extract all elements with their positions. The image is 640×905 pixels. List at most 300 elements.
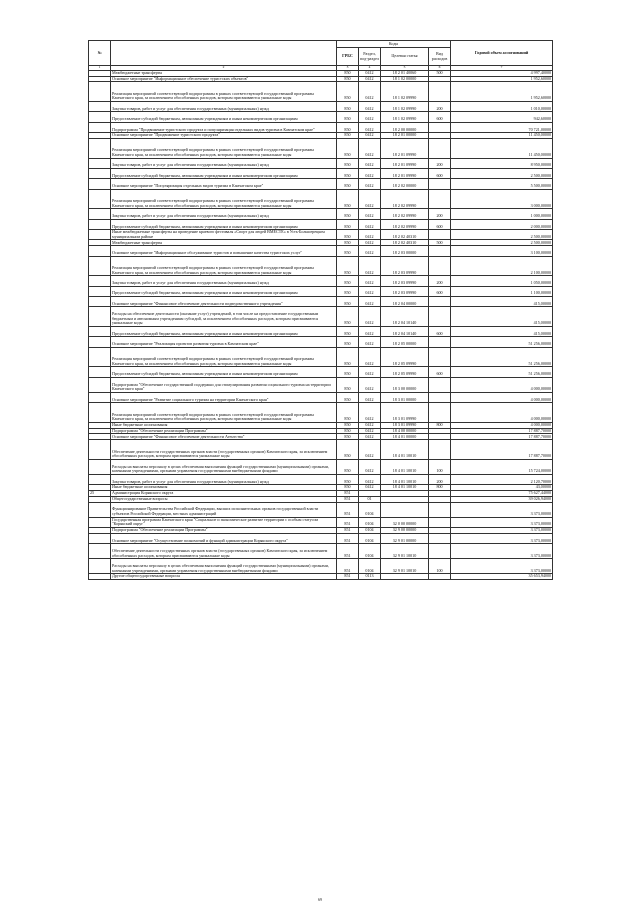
row-target-article: 18 2 02 40310 [381, 240, 429, 246]
row-grbs: 850 [337, 246, 359, 256]
row-number [89, 367, 111, 377]
table-row [89, 189, 553, 209]
row-grbs: 850 [337, 112, 359, 122]
row-grbs: 851 [337, 517, 359, 527]
row-razdel: 0412 [359, 256, 381, 276]
row-expense-type [429, 189, 451, 209]
row-target-article: 18 4 01 10010 [381, 440, 429, 460]
row-amount: 1 010,00000 [451, 101, 553, 111]
row-number [89, 544, 111, 559]
row-name: Функционирование Правительства Российской Федерации, высших исполнительных органов государственной власти субъектов Российской Федерации, местных администраций [111, 502, 337, 517]
col-num-1: 1 [89, 66, 111, 71]
row-razdel: 0412 [359, 101, 381, 111]
row-razdel: 0104 [359, 559, 381, 574]
row-grbs: 850 [337, 377, 359, 392]
row-expense-type: 200 [429, 158, 451, 168]
row-target-article: 18 2 02 00000 [381, 179, 429, 189]
table-row [89, 297, 553, 307]
table-row [89, 337, 553, 347]
row-razdel: 0412 [359, 286, 381, 296]
row-expense-type [429, 246, 451, 256]
row-amount: 51 256,00000 [451, 367, 553, 377]
row-amount: 51 256,00000 [451, 347, 553, 367]
row-razdel: 0412 [359, 138, 381, 158]
row-grbs: 850 [337, 485, 359, 491]
row-target-article [381, 574, 429, 580]
row-number: 25 [89, 490, 111, 496]
row-number [89, 122, 111, 132]
row-amount: 4 997,40000 [451, 70, 553, 76]
row-target-article: 18 2 03 09990 [381, 276, 429, 286]
row-razdel: 0412 [359, 474, 381, 484]
row-number [89, 286, 111, 296]
row-name: Закупка товаров, работ и услуг для обеспечения государственных (муниципальных) нужд [111, 474, 337, 484]
row-expense-type [429, 230, 451, 240]
row-razdel: 0412 [359, 297, 381, 307]
table-row [89, 246, 553, 256]
row-expense-type: 500 [429, 70, 451, 76]
row-number [89, 392, 111, 402]
row-razdel: 0412 [359, 440, 381, 460]
row-expense-type [429, 517, 451, 527]
row-grbs: 850 [337, 440, 359, 460]
row-name: Межбюджетные трансферты [111, 70, 337, 76]
row-expense-type [429, 377, 451, 392]
row-razdel: 0412 [359, 230, 381, 240]
table-row [89, 82, 553, 102]
row-target-article: 18 3 01 09990 [381, 403, 429, 423]
row-razdel: 0412 [359, 189, 381, 209]
row-razdel: 0412 [359, 122, 381, 132]
row-target-article: 18 2 04 10140 [381, 327, 429, 337]
row-grbs: 850 [337, 76, 359, 82]
table-row [89, 544, 553, 559]
row-grbs: 851 [337, 502, 359, 517]
row-grbs: 850 [337, 307, 359, 327]
row-name: Реализация мероприятий соответствующей подпрограммы в рамках соответствующей государственной программы Камчатского края, за исключением обособленных расходов, которым присваиваются уникальные коды [111, 256, 337, 276]
row-name: Иные бюджетные ассигнования [111, 485, 337, 491]
table-row [89, 517, 553, 527]
table-row [89, 403, 553, 423]
row-expense-type [429, 297, 451, 307]
row-target-article: 18 1 02 09990 [381, 82, 429, 102]
row-grbs: 850 [337, 367, 359, 377]
row-target-article: 18 2 01 09990 [381, 138, 429, 158]
row-grbs: 850 [337, 82, 359, 102]
row-amount: 2 500,00000 [451, 230, 553, 240]
row-name: Предоставление субсидий бюджетным, автономным учреждениям и иным некоммерческим организациям [111, 112, 337, 122]
row-number [89, 168, 111, 178]
row-amount: 11 450,00000 [451, 138, 553, 158]
row-target-article: 18 2 02 40310 [381, 230, 429, 240]
row-name: Предоставление субсидий бюджетным, автономным учреждениям и иным некоммерческим организациям [111, 168, 337, 178]
col-num-6: 6 [429, 66, 451, 71]
row-razdel: 0412 [359, 337, 381, 347]
col-num-4: 4 [359, 66, 381, 71]
row-name: Реализация мероприятий соответствующей подпрограммы в рамках соответствующей государственной программы Камчатского края, за исключением обособленных расходов, которым присваиваются уникальные коды [111, 82, 337, 102]
table-row [89, 307, 553, 327]
row-number [89, 327, 111, 337]
row-razdel: 0412 [359, 392, 381, 402]
table-row [89, 122, 553, 132]
header-cs: Целевая статья [381, 48, 429, 66]
row-number [89, 533, 111, 543]
row-target-article [381, 502, 429, 517]
row-number [89, 574, 111, 580]
row-razdel: 0104 [359, 517, 381, 527]
row-expense-type [429, 544, 451, 559]
row-grbs: 850 [337, 327, 359, 337]
row-amount: 3 373,00000 [451, 517, 553, 527]
row-grbs: 850 [337, 101, 359, 111]
row-name: Основное мероприятие "Информационное обслуживание туристов и повышение качества туристских услуг" [111, 246, 337, 256]
row-amount: 2 500,00000 [451, 240, 553, 246]
table-row [89, 474, 553, 484]
row-name: Основное мероприятие "Информационное обеспечение туристских объектов" [111, 76, 337, 82]
row-number [89, 112, 111, 122]
row-name: Подпрограмма "Обеспечение реализации Программы" [111, 428, 337, 434]
row-expense-type [429, 533, 451, 543]
row-number [89, 347, 111, 367]
row-grbs: 850 [337, 434, 359, 440]
header-vr: Вид расходов [429, 48, 451, 66]
row-expense-type: 600 [429, 112, 451, 122]
row-name: Расходы на выплаты персоналу в целях обеспечения выполнения функций государственными (муниципальными) органами, казенными учреждениями, органами управления государственными внебюджетными фондами [111, 459, 337, 474]
row-number [89, 179, 111, 189]
row-number [89, 502, 111, 517]
row-razdel: 0412 [359, 209, 381, 219]
row-amount: 2 500,00000 [451, 168, 553, 178]
row-expense-type: 500 [429, 240, 451, 246]
row-target-article: 18 2 01 00000 [381, 133, 429, 139]
row-expense-type: 200 [429, 101, 451, 111]
row-number [89, 230, 111, 240]
header-row-1 [89, 41, 553, 48]
row-amount: 11 450,00000 [451, 133, 553, 139]
row-amount: 4 000,00000 [451, 422, 553, 428]
row-razdel: 01 [359, 496, 381, 502]
row-name: Обеспечение деятельности государственных органов власти (государственных органов) Камчатского края, за исключением обособленных расходов, которым присваиваются уникальные коды [111, 544, 337, 559]
table-row [89, 440, 553, 460]
row-number [89, 307, 111, 327]
row-razdel: 0113 [359, 574, 381, 580]
row-grbs: 850 [337, 403, 359, 423]
row-amount: 4 000,00000 [451, 377, 553, 392]
row-number [89, 246, 111, 256]
header-amount: Годовой объем ассигнований [451, 41, 553, 66]
row-grbs: 850 [337, 428, 359, 434]
row-name: Другие общегосударственные вопросы [111, 574, 337, 580]
row-name: Подпрограмма "Обеспечение реализации Программы" [111, 527, 337, 533]
row-target-article: 32 9 01 10010 [381, 544, 429, 559]
row-amount: 2 000,00000 [451, 219, 553, 229]
row-amount: 3 373,00000 [451, 502, 553, 517]
row-grbs: 850 [337, 297, 359, 307]
row-amount: 2 100,00000 [451, 256, 553, 276]
row-amount: 17 887,70000 [451, 428, 553, 434]
row-target-article: 18 2 05 09990 [381, 347, 429, 367]
row-number [89, 377, 111, 392]
table-row [89, 179, 553, 189]
row-razdel: 0412 [359, 422, 381, 428]
row-grbs: 850 [337, 459, 359, 474]
row-number [89, 337, 111, 347]
row-razdel: 0412 [359, 76, 381, 82]
row-grbs: 851 [337, 544, 359, 559]
row-razdel: 0412 [359, 459, 381, 474]
row-target-article: 18 2 01 09990 [381, 158, 429, 168]
row-grbs: 850 [337, 240, 359, 246]
row-number [89, 189, 111, 209]
row-target-article: 18 2 02 09990 [381, 189, 429, 209]
row-amount: 415,00000 [451, 327, 553, 337]
col-num-2: 2 [111, 66, 337, 71]
table-row [89, 367, 553, 377]
row-amount: 3 373,00000 [451, 559, 553, 574]
row-number [89, 101, 111, 111]
row-target-article: 18 4 01 10010 [381, 474, 429, 484]
row-amount: 70 721,00000 [451, 122, 553, 132]
row-expense-type [429, 122, 451, 132]
row-expense-type [429, 392, 451, 402]
row-number [89, 474, 111, 484]
row-target-article: 18 2 01 40060 [381, 70, 429, 76]
row-amount: 3 373,00000 [451, 533, 553, 543]
row-name: Закупка товаров, работ и услуг для обеспечения государственных (муниципальных) нужд [111, 158, 337, 168]
row-razdel: 0412 [359, 276, 381, 286]
table-row [89, 219, 553, 229]
row-grbs: 850 [337, 122, 359, 132]
row-expense-type: 100 [429, 559, 451, 574]
col-num-3: 3 [337, 66, 359, 71]
row-expense-type [429, 403, 451, 423]
table-row [89, 347, 553, 367]
row-target-article: 18 4 01 00000 [381, 434, 429, 440]
row-razdel: 0412 [359, 240, 381, 246]
row-amount: 1 952,60000 [451, 76, 553, 82]
row-target-article: 18 2 03 00000 [381, 246, 429, 256]
row-target-article: 18 1 02 09990 [381, 101, 429, 111]
row-name: Подпрограмма "Продвижение туристского продукта и популяризация отдельных видов туризма в Камчатском крае" [111, 122, 337, 132]
row-razdel: 0412 [359, 485, 381, 491]
row-expense-type [429, 82, 451, 102]
table-row [89, 168, 553, 178]
row-expense-type: 800 [429, 422, 451, 428]
table-row [89, 276, 553, 286]
row-name: Закупка товаров, работ и услуг для обеспечения государственных (муниципальных) нужд [111, 209, 337, 219]
row-grbs: 850 [337, 138, 359, 158]
row-expense-type: 800 [429, 485, 451, 491]
row-number [89, 276, 111, 286]
row-amount: 3 100,00000 [451, 246, 553, 256]
row-razdel: 0104 [359, 502, 381, 517]
row-name: Основное мероприятие "Осуществление полномочий и функций администрации Корякского округа" [111, 533, 337, 543]
row-grbs: 850 [337, 70, 359, 76]
row-name: Предоставление субсидий бюджетным, автономным учреждениям и иным некоммерческим организациям [111, 219, 337, 229]
row-expense-type: 200 [429, 276, 451, 286]
row-target-article: 18 2 02 09990 [381, 209, 429, 219]
row-amount: 415,00000 [451, 297, 553, 307]
header-codes: Коды [337, 41, 451, 48]
row-name: Основное мероприятие "Финансовое обеспечение деятельности Агентства" [111, 434, 337, 440]
table-row [89, 230, 553, 240]
row-amount: 3 373,00000 [451, 527, 553, 533]
row-number [89, 82, 111, 102]
row-number [89, 158, 111, 168]
row-amount: 3 000,00000 [451, 189, 553, 209]
row-expense-type: 600 [429, 327, 451, 337]
row-razdel: 0412 [359, 168, 381, 178]
table-row [89, 377, 553, 392]
row-expense-type: 600 [429, 219, 451, 229]
table-row [89, 101, 553, 111]
row-expense-type [429, 574, 451, 580]
table-row [89, 559, 553, 574]
row-name: Основное мероприятие "Популяризация отдельных видов туризма в Камчатском крае" [111, 179, 337, 189]
row-grbs: 850 [337, 219, 359, 229]
row-amount: 51 256,00000 [451, 337, 553, 347]
row-grbs: 851 [337, 496, 359, 502]
row-name: Основное мероприятие "Реализация проектов развития туризма в Камчатском крае" [111, 337, 337, 347]
row-expense-type [429, 347, 451, 367]
row-target-article: 18 2 04 00000 [381, 297, 429, 307]
row-target-article: 18 2 05 09990 [381, 367, 429, 377]
page-number: 69 [318, 897, 322, 902]
row-target-article: 32 0 00 00000 [381, 517, 429, 527]
row-target-article: 18 2 05 00000 [381, 337, 429, 347]
row-name: Подпрограмма "Обеспечение государственной поддержки для стимулирования развития социального туризма на территории Камчатского края" [111, 377, 337, 392]
row-target-article: 32 9 00 00000 [381, 527, 429, 533]
row-amount: 75 627,44000 [451, 490, 553, 496]
row-amount: 17 887,70000 [451, 440, 553, 460]
row-target-article: 18 2 03 09990 [381, 256, 429, 276]
row-expense-type [429, 440, 451, 460]
row-number [89, 459, 111, 474]
row-name: Закупка товаров, работ и услуг для обеспечения государственных (муниципальных) нужд [111, 276, 337, 286]
row-target-article: 18 2 00 00000 [381, 122, 429, 132]
budget-table [88, 40, 553, 580]
table-row [89, 502, 553, 517]
row-target-article: 18 3 01 09990 [381, 422, 429, 428]
header-name [111, 41, 337, 66]
row-name: Реализация мероприятий соответствующей подпрограммы в рамках соответствующей государственной программы Камчатского края, за исключением обособленных расходов, которым присваиваются уникальные коды [111, 189, 337, 209]
row-target-article: 18 2 04 10140 [381, 307, 429, 327]
row-grbs: 851 [337, 574, 359, 580]
row-target-article: 18 4 01 10010 [381, 485, 429, 491]
row-razdel: 0412 [359, 246, 381, 256]
row-amount: 35 653,94000 [451, 574, 553, 580]
row-name: Реализация мероприятий соответствующей подпрограммы в рамках соответствующей государственной программы Камчатского края, за исключением обособленных расходов, которым присваиваются уникальные коды [111, 403, 337, 423]
row-grbs: 850 [337, 179, 359, 189]
row-amount: 1 952,60000 [451, 82, 553, 102]
row-razdel: 0412 [359, 327, 381, 337]
row-name: Основное мероприятие "Развитие социального туризма на территории Камчатского края" [111, 392, 337, 402]
row-razdel: 0412 [359, 158, 381, 168]
row-target-article: 18 2 03 09990 [381, 286, 429, 296]
row-expense-type: 600 [429, 168, 451, 178]
row-amount: 17 887,70000 [451, 434, 553, 440]
row-expense-type: 600 [429, 367, 451, 377]
row-target-article: 18 3 01 00000 [381, 392, 429, 402]
table-row [89, 574, 553, 580]
row-target-article: 18 4 00 00000 [381, 428, 429, 434]
row-amount: 2 120,70000 [451, 474, 553, 484]
row-grbs: 850 [337, 347, 359, 367]
row-name: Администрация Корякского округа [111, 490, 337, 496]
row-expense-type [429, 502, 451, 517]
col-num-5: 5 [381, 66, 429, 71]
row-razdel: 0412 [359, 434, 381, 440]
row-expense-type [429, 179, 451, 189]
row-grbs: 850 [337, 209, 359, 219]
row-razdel: 0412 [359, 403, 381, 423]
header-razdel: Раздел, под-раздел [359, 48, 381, 66]
row-grbs: 850 [337, 286, 359, 296]
row-name: Общегосударственные вопросы [111, 496, 337, 502]
row-name: Закупка товаров, работ и услуг для обеспечения государственных (муниципальных) нужд [111, 101, 337, 111]
row-razdel: 0104 [359, 527, 381, 533]
row-number [89, 403, 111, 423]
table-row [89, 256, 553, 276]
row-expense-type: 200 [429, 209, 451, 219]
row-grbs: 850 [337, 474, 359, 484]
row-number [89, 256, 111, 276]
row-expense-type [429, 256, 451, 276]
row-razdel: 0412 [359, 82, 381, 102]
row-number [89, 219, 111, 229]
row-grbs: 851 [337, 559, 359, 574]
row-name: Предоставление субсидий бюджетным, автономным учреждениям и иным некоммерческим организациям [111, 367, 337, 377]
row-razdel: 0104 [359, 533, 381, 543]
row-razdel: 0412 [359, 307, 381, 327]
row-razdel: 0412 [359, 133, 381, 139]
row-number [89, 440, 111, 460]
row-expense-type: 100 [429, 459, 451, 474]
table-row [89, 459, 553, 474]
row-name: Предоставление субсидий бюджетным, автономным учреждениям и иным некоммерческим организациям [111, 286, 337, 296]
table-row [89, 286, 553, 296]
row-grbs: 851 [337, 527, 359, 533]
row-target-article: 18 2 01 09990 [381, 168, 429, 178]
row-number [89, 138, 111, 158]
row-name: Расходы на выплаты персоналу в целях обеспечения выполнения функций государственными (муниципальными) органами, казенными учреждениями, органами управления государственными внебюджетными фондами [111, 559, 337, 574]
row-razdel: 0412 [359, 179, 381, 189]
row-razdel: 0412 [359, 428, 381, 434]
table-row [89, 392, 553, 402]
row-amount: 1 050,00000 [451, 276, 553, 286]
row-grbs: 851 [337, 490, 359, 496]
row-name: Иные бюджетные ассигнования [111, 422, 337, 428]
row-expense-type [429, 138, 451, 158]
table-row [89, 138, 553, 158]
row-grbs: 850 [337, 158, 359, 168]
row-razdel: 0412 [359, 377, 381, 392]
row-grbs: 850 [337, 189, 359, 209]
row-expense-type: 600 [429, 286, 451, 296]
row-grbs: 850 [337, 256, 359, 276]
row-grbs: 850 [337, 133, 359, 139]
row-expense-type: 200 [429, 474, 451, 484]
row-amount: 8 950,00000 [451, 158, 553, 168]
row-razdel: 0412 [359, 112, 381, 122]
row-grbs: 850 [337, 392, 359, 402]
row-target-article: 32 9 01 10010 [381, 559, 429, 574]
row-name: Иные межбюджетные трансферты на проведение краевого фестиваля «Спорт для людей ВМЕСТЕ» в Усть-Большерецком муниципальном районе [111, 230, 337, 240]
row-name: Реализация мероприятий соответствующей подпрограммы в рамках соответствующей государственной программы Камчатского края, за исключением обособленных расходов, которым присваиваются уникальные коды [111, 347, 337, 367]
row-amount: 1 000,00000 [451, 209, 553, 219]
row-name: Обеспечение деятельности государственных органов власти (государственных органов) Камчатского края, за исключением обособленных расходов, которым присваиваются уникальные коды [111, 440, 337, 460]
row-grbs: 851 [337, 533, 359, 543]
